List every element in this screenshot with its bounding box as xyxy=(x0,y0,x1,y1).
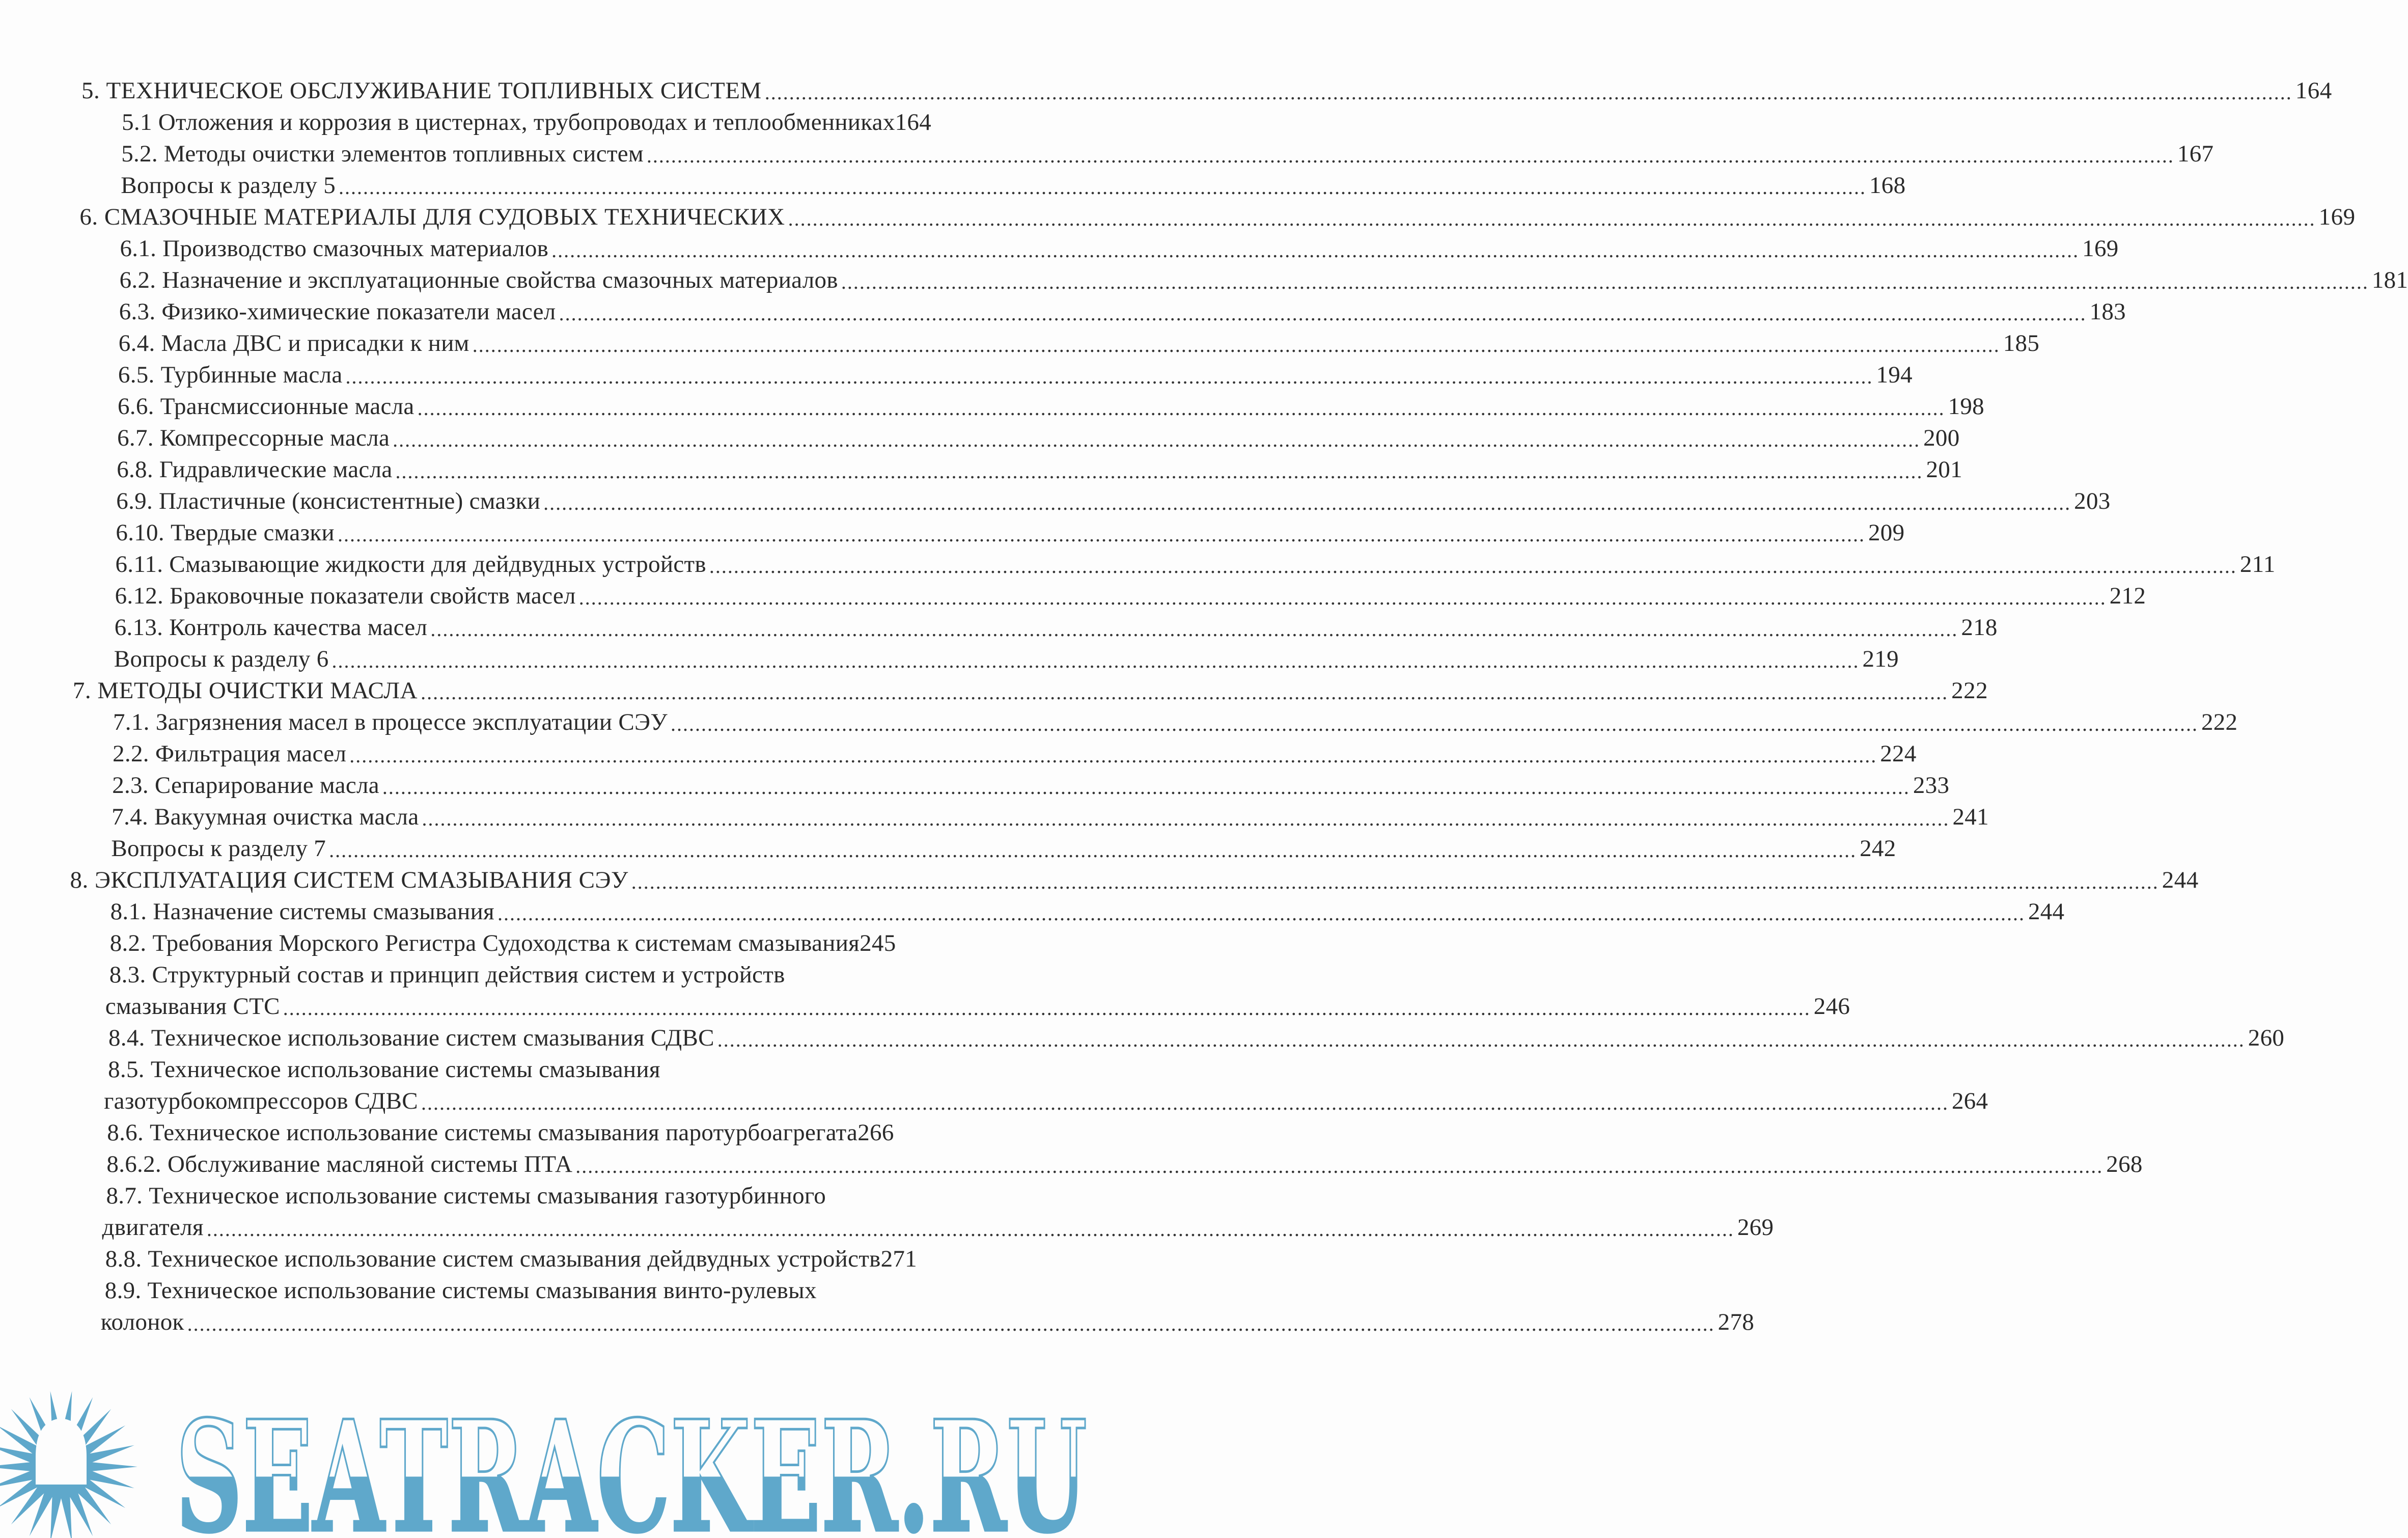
toc-page-number: 198 xyxy=(1948,393,1984,420)
toc-page-number: 264 xyxy=(1951,1088,1988,1114)
toc-page-number: 244 xyxy=(2028,898,2065,925)
toc-entry-title: 8.7. Техническое использование системы смазывания газотурбинного xyxy=(106,1183,826,1209)
toc-page-number: 194 xyxy=(1876,362,1913,388)
toc-entry xyxy=(0,545,2276,578)
toc-entry xyxy=(0,387,1984,420)
toc-entry xyxy=(0,892,2065,925)
toc-page-number: 200 xyxy=(1923,425,1960,451)
toc-entry-title: 6.2. Назначение и эксплуатационные свойства смазочных материалов xyxy=(119,267,838,293)
dot-leader xyxy=(788,209,2316,229)
toc-page-number: 271 xyxy=(880,1246,917,1272)
toc-entry-title: 8.5. Техническое использование системы смазывания xyxy=(108,1056,660,1083)
dot-leader xyxy=(473,335,2000,355)
toc-page-number: 244 xyxy=(2162,867,2199,893)
toc-entry-title: 8.8. Техническое использование систем смазывания дейдвудных устройств xyxy=(105,1246,881,1272)
toc-entry-title: 8.3. Структурный состав и принцип действия систем и устройств xyxy=(109,962,785,988)
toc-entry-title-continued: двигателя xyxy=(102,1214,204,1241)
toc-entry-heading-line xyxy=(0,1176,1025,1208)
toc-page-number: 169 xyxy=(2318,204,2356,230)
dot-leader xyxy=(841,272,2369,292)
toc-page-number: 212 xyxy=(2109,583,2146,609)
toc-entry-title: 6.8. Гидравлические масла xyxy=(117,456,393,483)
toc-page-number: 269 xyxy=(1737,1214,1774,1241)
dot-leader xyxy=(430,619,1958,640)
toc-entry xyxy=(0,640,1899,672)
toc-entry-heading-line xyxy=(0,1050,1025,1082)
dot-leader xyxy=(559,304,2087,324)
toc-entry xyxy=(0,1240,1049,1271)
toc-page-number: 268 xyxy=(2106,1151,2143,1177)
toc-page-number: 245 xyxy=(860,930,896,956)
toc-entry xyxy=(0,576,2146,609)
toc-entry-title: 8.2. Требования Морского Регистра Судоходства к системам смазывания xyxy=(109,930,860,956)
dot-leader xyxy=(332,651,1860,671)
toc-section-entry xyxy=(0,861,2199,893)
toc-entry xyxy=(0,450,1962,483)
toc-section-entry xyxy=(0,671,1988,704)
toc-page-number: 185 xyxy=(2003,330,2040,356)
watermark-text: SEATRACKER.RU xyxy=(176,1387,1087,1538)
toc-entry-title: 6.13. Контроль качества масел xyxy=(114,614,428,641)
toc-page-number: 246 xyxy=(1813,993,1850,1020)
toc-entry-title: 6.9. Пластичные (консистентные) смазки xyxy=(116,488,541,514)
seatracker-watermark xyxy=(0,1387,1095,1538)
dot-leader xyxy=(382,777,1910,798)
toc-entry xyxy=(0,134,2214,167)
toc-entry xyxy=(0,292,2126,325)
toc-page-number: 222 xyxy=(2201,709,2238,735)
dot-leader xyxy=(631,872,2159,892)
dot-leader xyxy=(422,809,1950,829)
toc-entry-title: 6.6. Трансмиссионные масла xyxy=(118,393,414,420)
toc-entry-title: 5.2. Методы очистки элементов топливных систем xyxy=(121,141,644,167)
toc-entry xyxy=(0,324,2040,356)
toc-entry-title-continued: колонок xyxy=(100,1309,184,1335)
toc-entry xyxy=(0,482,2111,514)
toc-page-number: 201 xyxy=(1926,456,1962,483)
toc-entry-title: 6.5. Турбинные масла xyxy=(118,362,343,388)
toc-entry-title: Вопросы к разделу 7 xyxy=(111,835,326,862)
toc-page-number: 169 xyxy=(2082,235,2119,262)
toc-entry xyxy=(0,798,1989,830)
toc-page-number: 183 xyxy=(2089,298,2126,325)
toc-page-number: 233 xyxy=(1913,772,1950,799)
toc-entry-title: 6.4. Масла ДВС и присадки к ним xyxy=(118,330,469,356)
toc-page-number: 164 xyxy=(895,109,932,135)
toc-entry xyxy=(0,766,1950,799)
dot-leader xyxy=(338,525,1865,545)
dot-leader xyxy=(765,83,2292,103)
toc-entry-title: 6.3. Физико-химические показатели масел xyxy=(119,298,556,325)
toc-entry xyxy=(0,987,1850,1020)
toc-entry xyxy=(0,513,1905,546)
toc-entry-title: 6. СМАЗОЧНЫЕ МАТЕРИАЛЫ ДЛЯ СУДОВЫХ ТЕХНИЧЕСКИХ xyxy=(79,204,785,230)
toc-entry xyxy=(0,608,1998,641)
toc-entry xyxy=(0,924,1049,955)
toc-entry-title: Вопросы к разделу 5 xyxy=(121,172,336,199)
toc-page-number: 167 xyxy=(2177,141,2214,167)
dot-leader xyxy=(717,1030,2245,1050)
toc-entry xyxy=(0,419,1960,451)
toc-entry-title: 8.1. Назначение системы смазывания xyxy=(110,898,494,925)
toc-entry-title: 2.3. Сепарирование масла xyxy=(112,772,379,799)
toc-page-number: 266 xyxy=(857,1119,894,1146)
toc-entry xyxy=(0,1019,2285,1051)
toc-entry-title: 8.6.2. Обслуживание масляной системы ПТА xyxy=(106,1151,573,1177)
dot-leader xyxy=(418,398,1945,419)
dot-leader xyxy=(339,177,1866,198)
toc-entry xyxy=(0,103,1049,134)
toc-page-number: 260 xyxy=(2248,1025,2285,1051)
toc-entry-title: 7.1. Загрязнения масел в процессе эксплуатации СЭУ xyxy=(113,709,668,735)
toc-entry xyxy=(0,1303,1755,1335)
toc-entry-title: 6.10. Твердые смазки xyxy=(116,519,335,546)
toc-page-number: 218 xyxy=(1961,614,1998,641)
sun-star-icon xyxy=(0,1391,137,1538)
toc-page-number: 242 xyxy=(1860,835,1896,862)
toc-page-number: 211 xyxy=(2239,551,2276,578)
toc-entry xyxy=(0,1145,2143,1177)
toc-entry xyxy=(0,355,1913,388)
toc-entry xyxy=(0,261,2408,293)
toc-entry-title-continued: газотурбокомпрессоров СДВС xyxy=(104,1088,418,1114)
toc-entry-title: Вопросы к разделу 6 xyxy=(114,646,329,672)
toc-entry-title: 6.12. Браковочные показатели свойств масел xyxy=(115,583,576,609)
dot-leader xyxy=(497,903,2025,924)
toc-page-number: 219 xyxy=(1862,646,1899,672)
toc-entry xyxy=(0,229,2119,262)
dot-leader xyxy=(543,493,2071,513)
toc-page-number: 224 xyxy=(1880,740,1917,767)
dot-leader xyxy=(187,1314,1715,1334)
toc-section-entry xyxy=(0,71,2332,104)
dot-leader xyxy=(346,367,1873,387)
dot-leader xyxy=(551,240,2079,261)
table-of-contents xyxy=(0,71,2408,1335)
toc-entry-title: 8.4. Техническое использование систем смазывания СДВС xyxy=(108,1025,714,1051)
toc-entry-title: 6.7. Компрессорные масла xyxy=(117,425,390,451)
toc-section-entry xyxy=(0,198,2356,230)
dot-leader xyxy=(393,430,1920,450)
toc-entry xyxy=(0,1208,1774,1241)
toc-page-number: 168 xyxy=(1869,172,1906,199)
dot-leader xyxy=(709,556,2237,576)
toc-page-number: 278 xyxy=(1718,1309,1755,1335)
toc-entry-title: 7. МЕТОДЫ ОЧИСТКИ МАСЛА xyxy=(72,677,418,704)
toc-entry xyxy=(0,829,1896,862)
dot-leader xyxy=(579,588,2107,608)
dot-leader xyxy=(421,1093,1949,1113)
dot-leader xyxy=(283,998,1811,1019)
toc-entry-title: 5.1 Отложения и коррозия в цистернах, трубопроводах и теплообменниках xyxy=(122,109,895,135)
toc-page-number: 164 xyxy=(2295,77,2332,104)
dot-leader xyxy=(349,746,1877,766)
dot-leader xyxy=(647,146,2174,166)
toc-entry-heading-line xyxy=(0,955,1025,987)
toc-entry-title: 6.1. Производство смазочных материалов xyxy=(120,235,549,262)
toc-entry-title-continued: смазывания СТС xyxy=(105,993,280,1020)
toc-entry xyxy=(0,1082,1988,1114)
toc-page-number: 209 xyxy=(1868,519,1905,546)
toc-entry-title: 2.2. Фильтрация масел xyxy=(113,740,347,767)
dot-leader xyxy=(671,714,2198,734)
dot-leader xyxy=(207,1219,1734,1240)
toc-page-number: 241 xyxy=(1952,804,1989,830)
toc-entry xyxy=(0,734,1917,767)
toc-entry xyxy=(0,166,1906,199)
toc-entry-title: 8. ЭКСПЛУАТАЦИЯ СИСТЕМ СМАЗЫВАНИЯ СЭУ xyxy=(70,867,628,893)
dot-leader xyxy=(329,840,1857,861)
toc-page-number: 203 xyxy=(2074,488,2111,514)
toc-entry-title: 8.6. Техническое использование системы смазывания паротурбоагрегата xyxy=(107,1119,858,1146)
toc-page-number: 181 xyxy=(2371,267,2408,293)
toc-entry-title: 8.9. Техническое использование системы смазывания винто-рулевых xyxy=(104,1277,817,1304)
toc-page-number: 222 xyxy=(1951,677,1988,704)
dot-leader xyxy=(396,461,1923,482)
dot-leader xyxy=(575,1156,2103,1176)
toc-entry-title: 6.11. Смазывающие жидкости для дейдвудных устройств xyxy=(115,551,706,578)
dot-leader xyxy=(421,682,1948,703)
toc-entry xyxy=(0,703,2238,735)
toc-entry xyxy=(0,1113,1049,1145)
toc-entry-title: 7.4. Вакуумная очистка масла xyxy=(112,804,419,830)
toc-entry-title: 5. ТЕХНИЧЕСКОЕ ОБСЛУЖИВАНИЕ ТОПЛИВНЫХ СИСТЕМ xyxy=(81,77,762,104)
toc-entry-heading-line xyxy=(0,1271,1025,1303)
